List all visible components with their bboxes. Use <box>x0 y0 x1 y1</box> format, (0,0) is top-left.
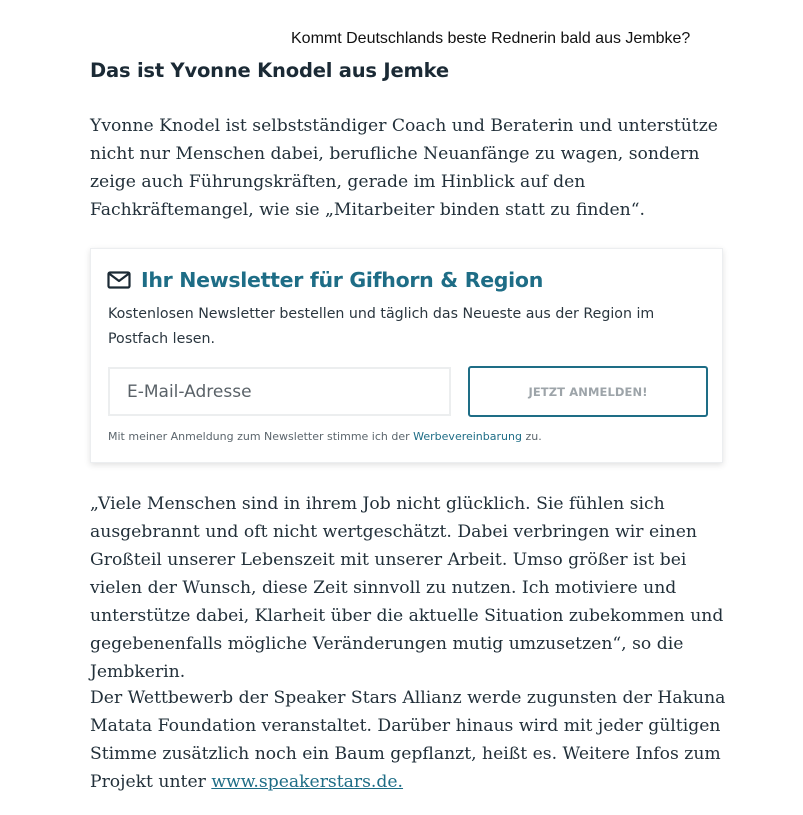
newsletter-consent-note <box>108 430 542 443</box>
speakerstars-link[interactable]: www.speakerstars.de. <box>211 772 404 792</box>
article-subheadline: Das ist Yvonne Knodel aus Jemke <box>90 59 449 82</box>
newsletter-signup-box <box>90 248 723 463</box>
newsletter-description: Kostenlosen Newsletter bestellen und täglich das Neueste aus der Region im Postfach lesen. <box>108 306 655 347</box>
article-topline: Kommt Deutschlands beste Rednerin bald aus Jembke? <box>291 30 691 47</box>
subscribe-button[interactable]: JETZT ANMELDEN! <box>468 366 708 417</box>
email-input[interactable] <box>108 367 451 416</box>
consent-text-prefix: Mit meiner Anmeldung zum Newsletter stimme ich der <box>108 430 414 443</box>
info-text: Der Wettbewerb der Speaker Stars Allianz werde zugunsten der Hakuna Matata Foundation veranstaltet. Darüber hinaus wird mit jeder gültigen Stimme zusätzlich noch ein Baum gepflanzt, heißt es. Weitere Infos zum Projekt unter <box>90 688 726 792</box>
consent-text-suffix: zu. <box>521 430 542 443</box>
newsletter-header <box>107 265 543 295</box>
article-paragraph-info <box>90 684 730 796</box>
advertising-agreement-link[interactable]: Werbevereinbarung <box>413 430 522 443</box>
mail-icon <box>107 270 131 290</box>
article-paragraph-intro: Yvonne Knodel ist selbstständiger Coach und Beraterin und unterstütze nicht nur Menschen dabei, berufliche Neuanfänge zu wagen, sondern zeige auch Führungskräften, gerade im Hinblick auf den Fachkräftemangel, wie sie „Mitarbeiter binden statt zu finden“. <box>90 116 718 220</box>
article-paragraph-quote: „Viele Menschen sind in ihrem Job nicht glücklich. Sie fühlen sich ausgebrannt und oft nicht wertgeschätzt. Dabei verbringen wir einen Großteil unserer Lebenszeit mit unserer Arbeit. Umso größer ist bei vielen der Wunsch, diese Zeit sinnvoll zu nutzen. Ich motiviere und unterstütze dabei, Klarheit über die aktuelle Situation zubekommen und gegebenenfalls mögliche Veränderungen mutig umzusetzen“, so die Jembkerin. <box>90 494 724 682</box>
newsletter-title: Ihr Newsletter für Gifhorn & Region <box>141 268 543 292</box>
